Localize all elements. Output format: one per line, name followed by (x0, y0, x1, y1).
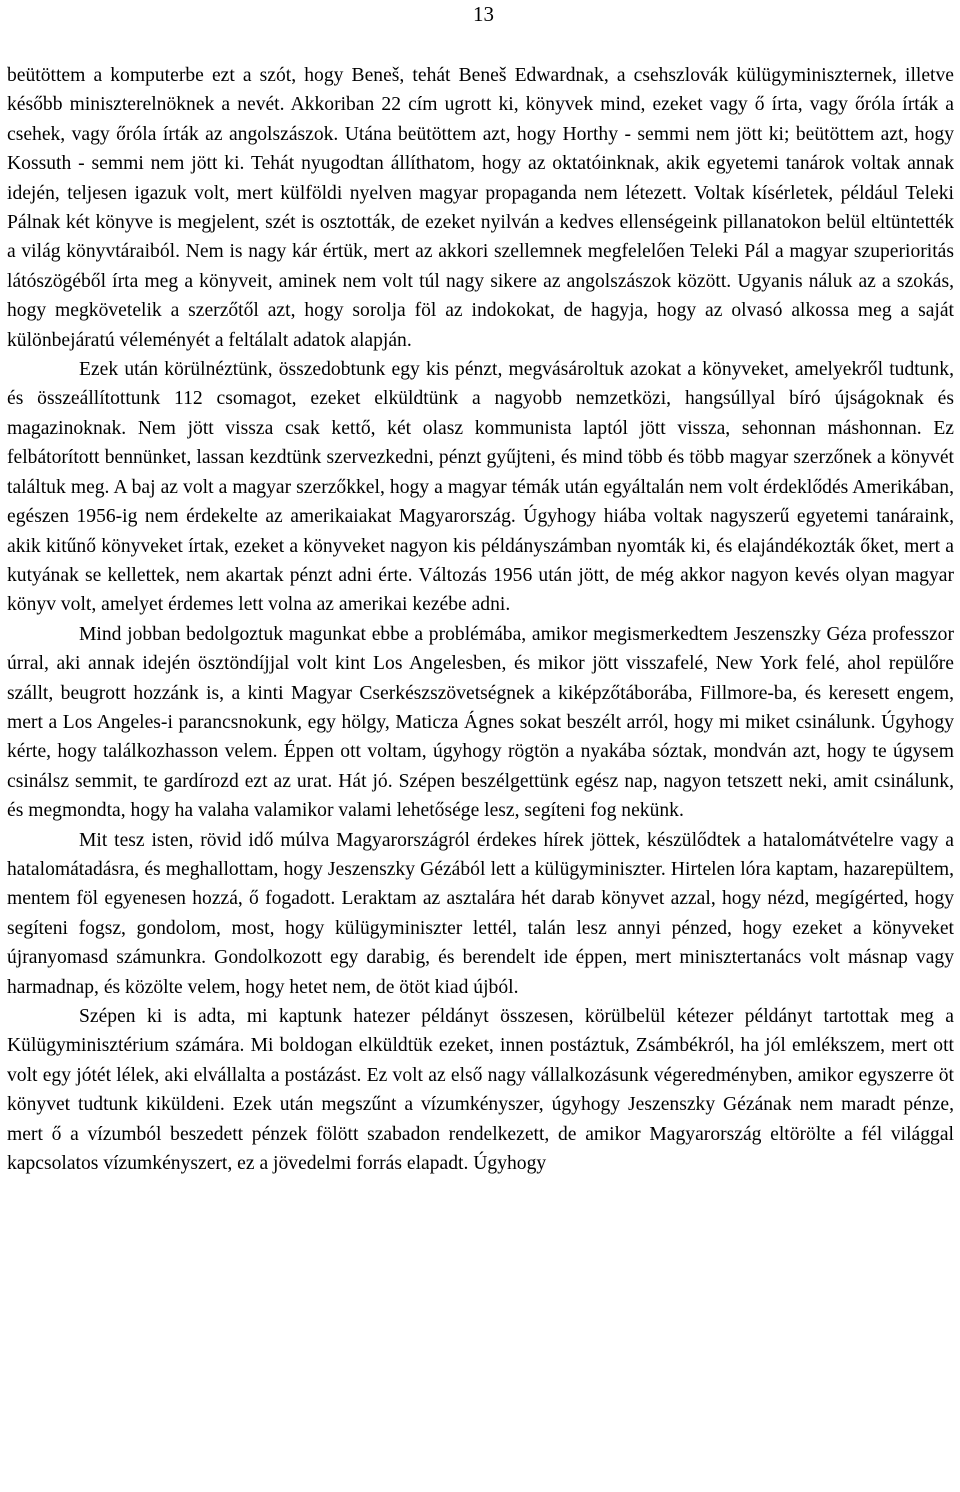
paragraph-5: Szépen ki is adta, mi kaptunk hatezer példányt összesen, körülbelül kétezer példányt tartottak meg a Külügyminisztérium számára. Mi boldogan elküldtük ezeket, innen postáztuk, Zsámbékról, ha jól emlékszem, mert ott volt egy jótét lélek, aki elvállalta a postázást. Ez volt az első nagy vállalkozásunk végeredményben, amikor egyszerre öt könyvet tudtunk kiküldeni. Ezek után megszűnt a vízumkényszer, úgyhogy Jeszenszky Gézának nem maradt pénze, mert ő a vízumból beszedett pénzek fölött szabadon rendelkezett, de amikor Magyarország eltörölte a fél világgal kapcsolatos vízumkényszert, ez a jövedelmi forrás elapadt. Úgyhogy (7, 1006, 954, 1175)
paragraph-4: Mit tesz isten, rövid idő múlva Magyarországról érdekes hírek jöttek, készülődtek a hatalomátvételre vagy a hatalomátadásra, és meghallottam, hogy Jeszenszky Gézából lett a külügyminiszter. Hirtelen lóra kaptam, hazarepültem, mentem föl egyenesen hozzá, ő fogadott. Leraktam az asztalára hét darab könyvet azzal, hogy nézd, megígérted, hogy segíteni fogsz, gondolom, most, hogy külügyminiszter lettél, talán lesz annyi pénzed, hogy ezeket a könyveket újranyomasd számunkra. Gondolkozott egy darabig, és berendelt ide éppen, mert minisztertanács volt másnap vagy harmadnap, és közölte velem, hogy hetet nem, de ötöt kiad újból. (7, 829, 954, 998)
paragraph-2: Ezek után körülnéztünk, összedobtunk egy kis pénzt, megvásároltuk azokat a könyveket, amelyekről tudtunk, és összeállítottunk 112 csomagot, ezeket elküldtünk a nagyobb nemzetközi, hangsúllyal bíró újságoknak és magazinoknak. Nem jött vissza csak kettő, két olasz kommunista laptól jött vissza, sehonnan máshonnan. Ez felbátorított bennünket, lassan kezdtünk szervezkedni, pénzt gyűjteni, és mind több és több magyar szerzőnek a könyvét találtuk meg. A baj az volt a magyar szerzőkkel, hogy a magyar témák után egyáltalán nem volt érdeklődés Amerikában, egészen 1956-ig nem érdekelte az amerikaiakat Magyarország. Úgyhogy hiába voltak nagyszerű egyetemi tanáraink, akik kitűnő könyveket írtak, ezeket a könyveket nagyon kis példányszámban nyomták ki, és elajándékozták őket, mert a kutyának se kellettek, nem akartak pénzt adni érte. Változás 1956 után jött, de még akkor nagyon kevés olyan magyar könyv volt, amelyet érdemes lett volna az amerikai kezébe adni. (7, 359, 954, 616)
document-body (7, 61, 954, 1178)
page-number: 13 (473, 2, 494, 26)
paragraph-1: beütöttem a komputerbe ezt a szót, hogy Beneš, tehát Beneš Edwardnak, a csehszlovák külügyminiszternek, illetve később miniszterelnöknek a nevét. Akkoriban 22 cím ugrott ki, könyvek mind, ezeket vagy ő írta, vagy őróla írták a csehek, vagy őróla írták az angolszászok. Utána beütöttem azt, hogy Horthy - semmi nem jött ki; beütöttem azt, hogy Kossuth - semmi nem jött ki. Tehát nyugodtan állíthatom, hogy az oktatóinknak, akik egyetemi tanárok voltak annak idején, teljesen igazuk volt, mert külföldi nyelven magyar propaganda nem létezett. Voltak kísérletek, például Teleki Pálnak két könyve is megjelent, szét is osztották, de ezeket nyilván a kedves ellenségeink pillanatokon belül eltüntették a világ könyvtáraiból. Nem is nagy kár értük, mert az akkori szellemnek megfelelően Teleki Pál a magyar szuperioritás látószögéből írta meg a könyveit, aminek nem volt túl nagy sikere az angolszászok között. Ugyanis náluk az a szokás, hogy megkövetelik a szerzőtől azt, hogy sorolja föl az indokokat, de hagyja, hogy az olvasó alkossa meg a saját különbejáratú véleményét a feltálalt adatok alapján. (7, 65, 954, 351)
paragraph-3: Mind jobban bedolgoztuk magunkat ebbe a problémába, amikor megismerkedtem Jeszenszky Géza professzor úrral, aki annak idején ösztöndíjjal volt kint Los Angelesben, és mikor jött visszafelé, New York felé, ahol repülőre szállt, beugrott hozzánk is, a kinti Magyar Cserkészszövetségnek a kiképzőtáborába, Fillmore-ba, és keresett engem, mert a Los Angeles-i parancsnokunk, egy hölgy, Maticza Ágnes sokat beszélt arról, hogy mi miket csinálunk. Úgyhogy kérte, hogy találkozhasson velem. Éppen ott voltam, úgyhogy rögtön a nyakába sóztak, mondván azt, hogy te úgysem csinálsz semmit, te gardírozd ezt az urat. Hát jó. Szépen beszélgettünk egész nap, nagyon tetszett neki, amit csinálunk, és megmondta, hogy ha valaha valamikor valami lehetősége lesz, segíteni fog nekünk. (7, 623, 954, 822)
